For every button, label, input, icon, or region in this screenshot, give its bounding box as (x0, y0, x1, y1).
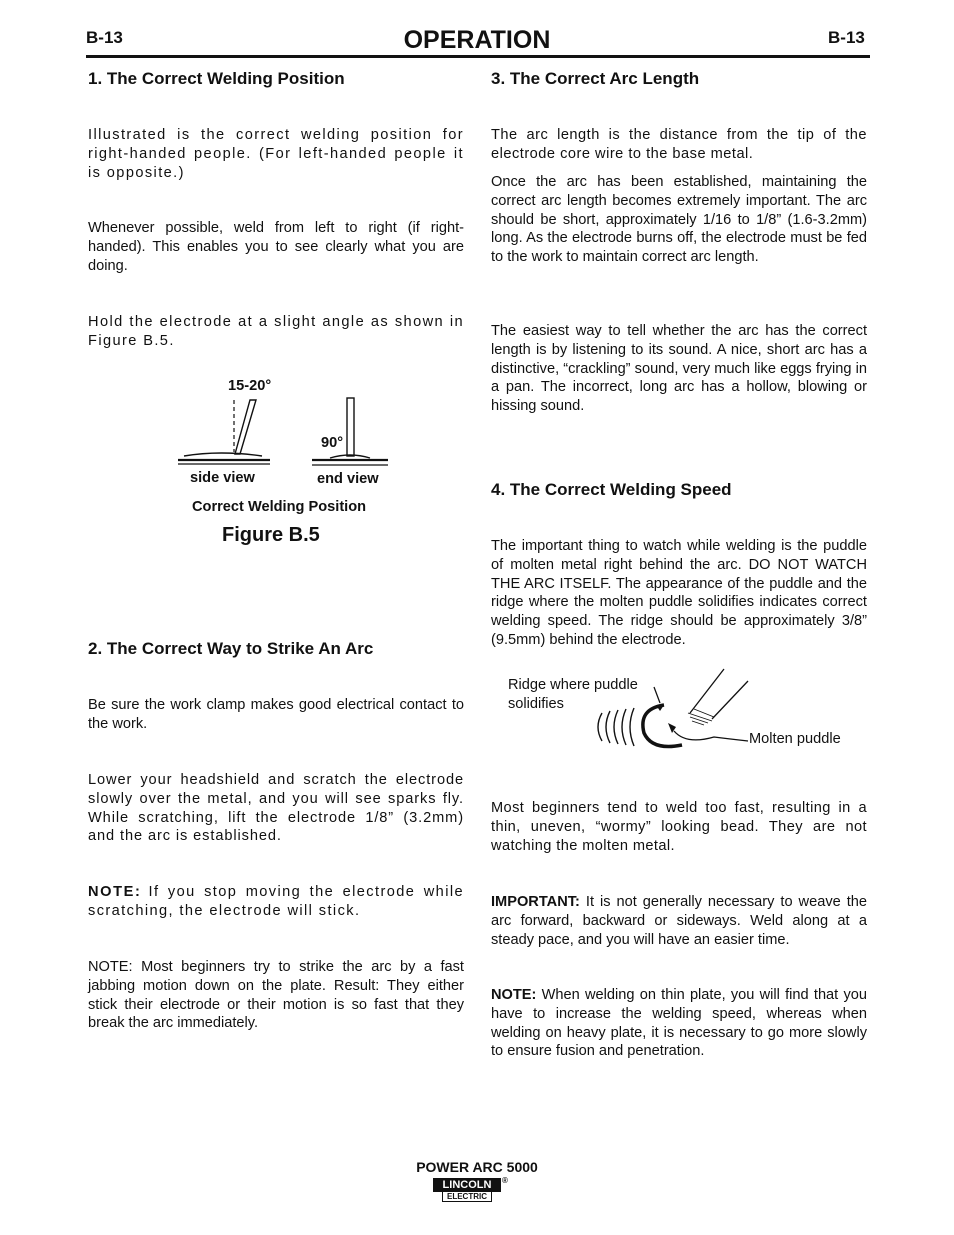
ridge-pointer-line (654, 687, 660, 703)
section4-note (491, 986, 867, 1061)
solidified-ridge (643, 705, 682, 747)
diagram-ridge-label-line1: Ridge where puddle (508, 677, 638, 693)
bead-ripple-5 (630, 708, 634, 746)
side-view-electrode (235, 400, 256, 454)
page-title: OPERATION (403, 26, 551, 54)
figure-label: Figure B.5 (222, 524, 320, 546)
section1-paragraph-3: Hold the electrode at a slight angle as shown in Figure B.5. (88, 314, 464, 349)
section2-heading: 2. The Correct Way to Strike An Arc (88, 639, 374, 658)
important-text: It is not generally necessary to weave the arc forward, backward or sideways. Weld along at a steady pace, and you will have an easier time. (491, 894, 867, 948)
section4-paragraph-2: Most beginners tend to weld too fast, resulting in a thin, uneven, “wormy” looking bead. They are not watching the molten metal. (491, 800, 867, 854)
section3-heading: 3. The Correct Arc Length (491, 69, 700, 88)
page-number-right: B-13 (828, 28, 865, 47)
logo-registered-mark: ® (502, 1176, 508, 1185)
section2-paragraph-4: NOTE: Most beginners try to strike the arc by a fast jabbing motion down on the plate. Result: They either stick their electrode or their motion is so fast that they break the arc immediately. (88, 959, 464, 1032)
figure-caption: Correct Welding Position (192, 499, 367, 515)
figure-angle-end-label: 90° (321, 435, 344, 451)
figure-side-view-label: side view (190, 470, 255, 486)
header-rule (86, 55, 870, 58)
bead-ripple-4 (622, 709, 626, 745)
section4-paragraph-1: The important thing to watch while welding is the puddle of molten metal right behind the arc. DO NOT WATCH THE ARC ITSELF. The appearance of the puddle and the ridge where the molten puddle solidifies indicates correct welding speed. The ridge should be approximately 3/8” (9.5mm) behind the electrode. (491, 538, 867, 648)
note-text: If you stop moving the electrode while scratching, the electrode will stick. (88, 884, 464, 919)
page-number-left: B-13 (86, 28, 123, 47)
diagram-ridge-label-line2: solidifies (508, 696, 564, 712)
footer-model-name: POWER ARC 5000 (416, 1159, 538, 1175)
section2-note-1 (88, 883, 464, 921)
section3-paragraph-2: Once the arc has been established, maintaining the correct arc length becomes extremely important. The arc should be short, approximately 1/16 to 1/8” (1.6-3.2mm) long. As the electrode burns off, the electrode must be fed to the work to maintain correct arc length. (491, 174, 867, 266)
end-view-electrode (347, 398, 354, 456)
welding-position-illustration (170, 390, 400, 470)
section1-paragraph-2: Whenever possible, weld from left to right (if right-handed). This enables you to see clearly what you are doing. (88, 220, 464, 274)
electrode-edge-right (712, 681, 748, 719)
note-text: When welding on thin plate, you will find that you have to increase the welding speed, whereas when welding on heavy plate, it is necessary to go more slowly to ensure fusion and penetration. (491, 987, 867, 1060)
important-label: IMPORTANT: (491, 894, 580, 910)
bead-ripple-2 (606, 711, 610, 743)
bead-ripple-3 (614, 710, 618, 744)
section2-paragraph-2: Lower your headshield and scratch the electrode slowly over the metal, and you will see sparks fly. While scratching, lift the electrode 1/8” (3.2mm) and the arc is established. (88, 772, 464, 845)
figure-end-view-label: end view (317, 471, 379, 487)
section3-paragraph-3: The easiest way to tell whether the arc has the correct length is by listening to its sound. A nice, short arc has a distinctive, “crackling” sound, very much like eggs frying in a pan. The incorrect, long arc has a hollow, blowing or hissing sound. (491, 323, 867, 415)
section2-paragraph-1: Be sure the work clamp makes good electrical contact to the work. (88, 697, 464, 732)
section1-paragraph-1: Illustrated is the correct welding position for right-handed people. (For left-handed people it is opposite.) (88, 127, 464, 181)
bead-ripple-1 (598, 713, 602, 741)
section3-paragraph-1: The arc length is the distance from the tip of the electrode core wire to the base metal. (491, 127, 867, 162)
note-label: NOTE: (88, 884, 142, 900)
section4-heading: 4. The Correct Welding Speed (491, 480, 732, 499)
lincoln-electric-logo (433, 1176, 508, 1202)
puddle-leader-line (674, 731, 748, 741)
diagram-puddle-label: Molten puddle (749, 731, 841, 747)
section4-important (491, 893, 867, 949)
logo-bottom-text: ELECTRIC (442, 1191, 492, 1202)
figure-angle-side-label: 15-20° (228, 378, 272, 394)
logo-top-text: LINCOLN (433, 1178, 501, 1192)
side-view-weld-bead (184, 453, 262, 456)
section1-heading: 1. The Correct Welding Position (88, 69, 345, 88)
electrode-edge-left (690, 669, 724, 713)
note-label: NOTE: (491, 987, 537, 1003)
weld-puddle-illustration (590, 665, 760, 755)
